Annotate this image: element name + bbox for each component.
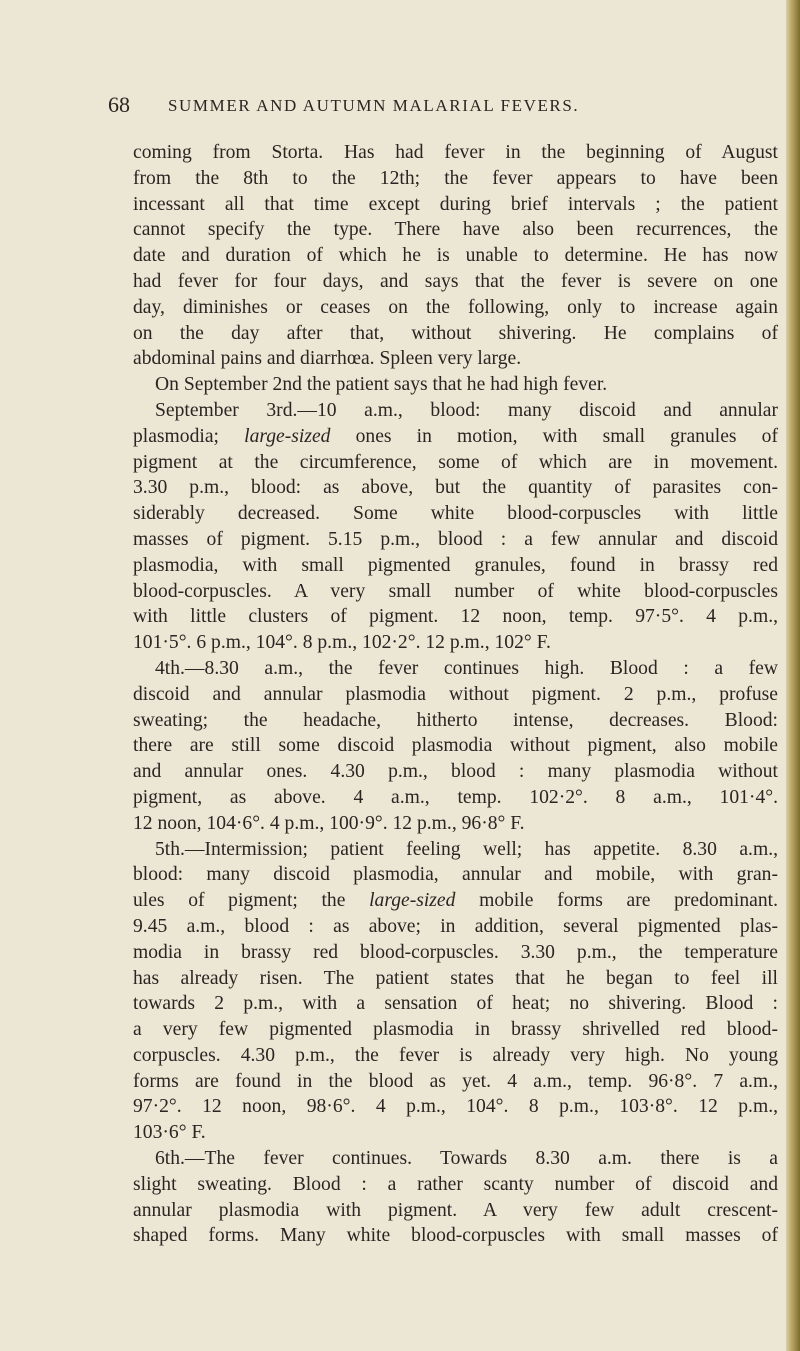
text-line: blood: many discoid plasmodia, annular and mobile, with gran-	[133, 864, 778, 886]
text-line: had fever for four days, and says that the fever is severe on one	[133, 270, 778, 292]
text-line: pigment, as above. 4 a.m., temp. 102·2°. 8 a.m., 101·4°.	[133, 786, 778, 808]
text-line: modia in brassy red blood-corpuscles. 3.30 p.m., the temperature	[133, 941, 778, 963]
page-edge	[786, 0, 800, 1351]
body-text	[133, 140, 778, 1249]
text-line: 4th.—8.30 a.m., the fever continues high. Blood : a few	[155, 657, 778, 679]
text-line: from the 8th to the 12th; the fever appears to have been	[133, 167, 778, 189]
text-line: has already risen. The patient states that he began to feel ill	[133, 967, 778, 989]
text-line: discoid and annular plasmodia without pigment. 2 p.m., profuse	[133, 683, 778, 705]
running-head: SUMMER AND AUTUMN MALARIAL FEVERS.	[168, 96, 580, 115]
text-line: date and duration of which he is unable to determine. He has now	[133, 245, 778, 267]
text-line: 97·2°. 12 noon, 98·6°. 4 p.m., 104°. 8 p.m., 103·8°. 12 p.m.,	[133, 1096, 778, 1118]
text-line: 12 noon, 104·6°. 4 p.m., 100·9°. 12 p.m., 96·8° F.	[133, 812, 525, 834]
text-line: siderably decreased. Some white blood-corpuscles with little	[133, 503, 778, 525]
text-line: towards 2 p.m., with a sensation of heat; no shivering. Blood :	[133, 993, 778, 1015]
text-line: 6th.—The fever continues. Towards 8.30 a.m. there is a	[155, 1148, 778, 1170]
text-line: September 3rd.—10 a.m., blood: many discoid and annular	[155, 399, 778, 421]
text-line: annular plasmodia with pigment. A very few adult crescent-	[133, 1199, 778, 1221]
text-line: abdominal pains and diarrhœa. Spleen very large.	[133, 348, 522, 370]
text-line: coming from Storta. Has had fever in the beginning of August	[133, 142, 778, 163]
text-line: plasmodia; large-sized ones in motion, with small granules of	[133, 425, 778, 447]
text-line: forms are found in the blood as yet. 4 a.m., temp. 96·8°. 7 a.m.,	[133, 1070, 778, 1092]
text-line: 9.45 a.m., blood : as above; in addition, several pigmented plas-	[133, 915, 778, 937]
text-line: 5th.—Intermission; patient feeling well; has appetite. 8.30 a.m.,	[155, 838, 778, 860]
text-line: corpuscles. 4.30 p.m., the fever is already very high. No young	[133, 1044, 778, 1066]
text-line: cannot specify the type. There have also been recurrences, the	[133, 219, 778, 241]
text-line: 103·6° F.	[133, 1122, 206, 1144]
text-line: plasmodia, with small pigmented granules, found in brassy red	[133, 554, 778, 576]
text-line: pigment at the circumference, some of which are in movement.	[133, 451, 778, 473]
page-header	[108, 92, 788, 124]
text-line: and annular ones. 4.30 p.m., blood : many plasmodia without	[133, 761, 778, 783]
text-line: on the day after that, without shivering. He complains of	[133, 322, 778, 344]
text-line: 101·5°. 6 p.m., 104°. 8 p.m., 102·2°. 12 p.m., 102° F.	[133, 632, 551, 654]
text-line: sweating; the headache, hitherto intense, decreases. Blood:	[133, 709, 778, 731]
text-line: shaped forms. Many white blood-corpuscles with small masses of	[133, 1225, 778, 1247]
text-line: there are still some discoid plasmodia without pigment, also mobile	[133, 735, 778, 757]
text-line: with little clusters of pigment. 12 noon, temp. 97·5°. 4 p.m.,	[133, 606, 778, 628]
text-line: blood-corpuscles. A very small number of white blood-corpuscles	[133, 580, 778, 602]
text-line: a very few pigmented plasmodia in brassy shrivelled red blood-	[133, 1019, 778, 1041]
text-line: day, diminishes or ceases on the following, only to increase again	[133, 296, 778, 318]
text-line: On September 2nd the patient says that he had high fever.	[155, 374, 608, 396]
text-line: 3.30 p.m., blood: as above, but the quantity of parasites con-	[133, 477, 778, 499]
text-line: slight sweating. Blood : a rather scanty number of discoid and	[133, 1173, 778, 1195]
text-line: masses of pigment. 5.15 p.m., blood : a few annular and discoid	[133, 528, 778, 550]
text-line: ules of pigment; the large-sized mobile forms are predominant.	[133, 890, 779, 912]
page-number: 68	[108, 92, 130, 117]
text-line: incessant all that time except during brief intervals ; the patient	[133, 193, 778, 215]
